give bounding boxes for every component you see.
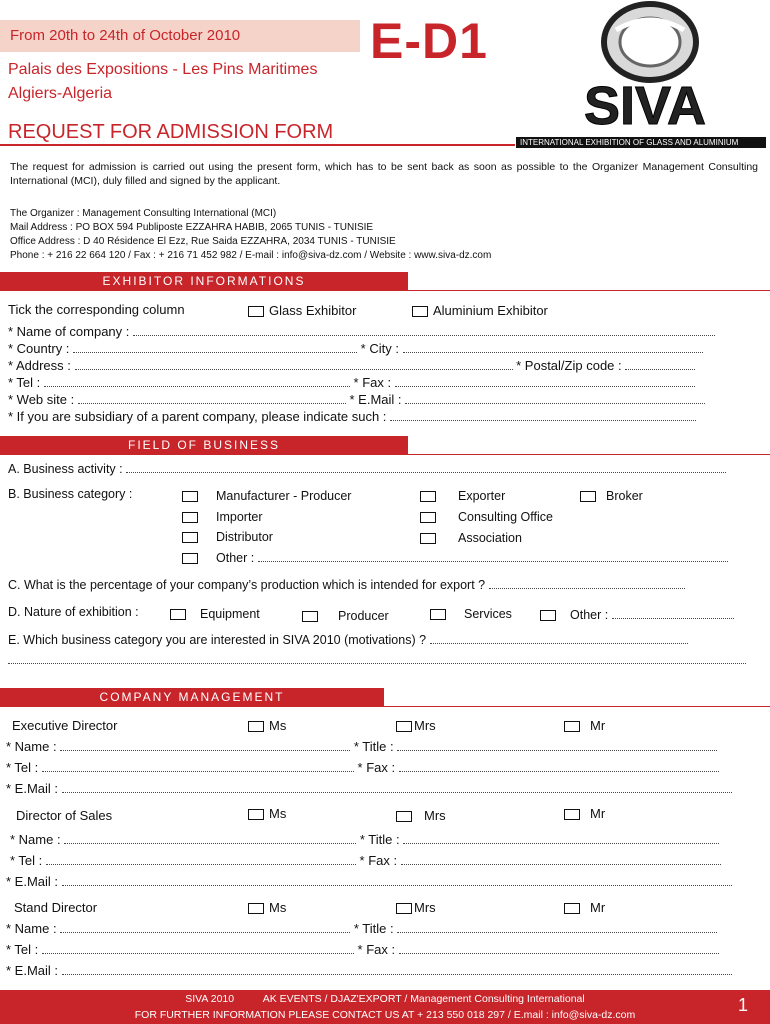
tel-field[interactable]	[46, 854, 356, 865]
manufacturer-option[interactable]	[182, 489, 351, 503]
title-field[interactable]	[397, 740, 717, 751]
export-field[interactable]	[489, 578, 685, 589]
event-dates: From 20th to 24th of October 2010	[0, 20, 360, 52]
executive-heading: Executive Director	[12, 718, 118, 733]
subsidiary-field[interactable]	[390, 410, 696, 421]
sales-mrs[interactable]	[396, 808, 446, 823]
web-field[interactable]	[78, 393, 346, 404]
subsidiary-row	[8, 409, 696, 424]
logo-wordmark: SIVA	[583, 76, 707, 136]
postal-label: * Postal/Zip code :	[516, 358, 622, 373]
venue-line-2: Algiers-Algeria	[8, 85, 113, 102]
fax-field[interactable]	[399, 943, 719, 954]
activity-field[interactable]	[126, 462, 726, 473]
other-field[interactable]	[258, 551, 728, 562]
email-field[interactable]	[62, 782, 732, 793]
sales-name-row	[10, 832, 719, 847]
web-label: * Web site :	[8, 392, 75, 407]
importer-checkbox[interactable]	[182, 512, 198, 523]
producer-option[interactable]	[302, 609, 389, 623]
header-divider	[0, 144, 515, 146]
mrs-label: Mrs	[424, 808, 446, 823]
executive-mrs[interactable]	[396, 718, 436, 733]
ms-checkbox[interactable]	[248, 903, 264, 914]
motivation-question: E. Which business category you are interested in SIVA 2010 (motivations) ?	[8, 633, 427, 647]
title-label: * Title :	[353, 739, 394, 754]
category-label: B. Business category :	[8, 487, 133, 501]
name-field[interactable]	[60, 740, 350, 751]
email-field[interactable]	[62, 964, 732, 975]
executive-ms[interactable]	[248, 718, 286, 733]
motivation-field[interactable]	[430, 633, 688, 644]
equipment-label: Equipment	[200, 607, 260, 621]
mr-label: Mr	[590, 718, 606, 733]
stand-tel-row	[6, 942, 719, 957]
other2-label: Other :	[570, 608, 609, 622]
name-field[interactable]	[64, 833, 356, 844]
motivation-line2	[8, 652, 746, 667]
form-code: E-D1	[370, 13, 488, 69]
services-option[interactable]	[430, 607, 512, 621]
motivation-row	[8, 633, 688, 647]
consulting-label: Consulting Office	[458, 510, 553, 524]
tel-field[interactable]	[42, 943, 354, 954]
ms-label: Ms	[269, 806, 287, 821]
contact-line: Phone : + 216 22 664 120 / Fax : + 216 71 452 982 / E-mail : info@siva-dz.com / Website : www.siva-dz.com	[10, 250, 492, 261]
consulting-option[interactable]	[420, 510, 553, 524]
email-label: * E.Mail :	[6, 781, 59, 796]
mrs-checkbox[interactable]	[396, 811, 412, 822]
broker-option[interactable]	[580, 489, 643, 503]
producer-label: Producer	[338, 609, 389, 623]
distributor-label: Distributor	[216, 530, 273, 544]
consulting-checkbox[interactable]	[420, 512, 436, 523]
executive-email-row	[6, 781, 732, 796]
aluminium-checkbox[interactable]	[412, 306, 428, 317]
aluminium-option[interactable]	[412, 303, 548, 318]
title-field[interactable]	[397, 922, 717, 933]
tel-label: * Tel :	[6, 942, 39, 957]
other2-option[interactable]	[540, 608, 734, 622]
export-question: C. What is the percentage of your company’s production which is intended for export ?	[8, 578, 486, 592]
venue-line-1: Palais des Expositions - Les Pins Maritimes	[8, 61, 318, 78]
tel-field[interactable]	[42, 761, 354, 772]
fax-field[interactable]	[401, 854, 721, 865]
services-checkbox[interactable]	[430, 609, 446, 620]
mr-label: Mr	[590, 900, 606, 915]
company-label: * Name of company :	[8, 324, 130, 339]
country-field[interactable]	[73, 342, 357, 353]
association-checkbox[interactable]	[420, 533, 436, 544]
band-line	[0, 454, 770, 455]
mrs-label: Mrs	[414, 718, 436, 733]
exporter-label: Exporter	[458, 489, 506, 503]
other-label: Other :	[216, 551, 255, 565]
email-field[interactable]	[405, 393, 705, 404]
name-label: * Name :	[6, 739, 57, 754]
distributor-checkbox[interactable]	[182, 532, 198, 543]
organizer-line: The Organizer : Management Consulting International (MCI)	[10, 208, 277, 219]
exporter-option[interactable]	[420, 489, 505, 503]
other-option[interactable]	[182, 551, 728, 565]
association-option[interactable]	[420, 531, 522, 545]
company-field[interactable]	[133, 325, 715, 336]
ms-checkbox[interactable]	[248, 721, 264, 732]
sales-heading: Director of Sales	[16, 808, 113, 823]
office-address: Office Address : D 40 Résidence El Ezz, Rue Saida EZZAHRA, 2034 TUNIS - TUNISIE	[10, 236, 396, 247]
management-band: COMPANY MANAGEMENT	[0, 688, 384, 706]
email-label: * E.Mail :	[349, 392, 402, 407]
tel-row	[8, 375, 695, 390]
glass-option[interactable]	[248, 303, 356, 318]
tel-label: * Tel :	[10, 853, 43, 868]
mr-checkbox[interactable]	[564, 903, 580, 914]
stand-name-row	[6, 921, 717, 936]
services-label: Services	[464, 607, 512, 621]
fax-label: * Fax :	[357, 942, 396, 957]
organizer-block	[10, 207, 491, 263]
other2-checkbox[interactable]	[540, 610, 556, 621]
logo-tagline: INTERNATIONAL EXHIBITION OF GLASS AND ALUMINIUM	[516, 137, 766, 148]
email-field[interactable]	[62, 875, 732, 886]
executive-tel-row	[6, 760, 719, 775]
footer	[0, 990, 770, 1024]
fax-label: * Fax :	[353, 375, 392, 390]
postal-field[interactable]	[625, 359, 695, 370]
mr-label: Mr	[590, 806, 606, 821]
address-row	[8, 358, 695, 373]
tel-label: * Tel :	[6, 760, 39, 775]
importer-option[interactable]	[182, 510, 263, 524]
aluminium-label: Aluminium Exhibitor	[433, 303, 548, 318]
tel-label: * Tel :	[8, 375, 41, 390]
fax-label: * Fax :	[357, 760, 396, 775]
band-line	[0, 290, 770, 291]
tel-field[interactable]	[44, 376, 350, 387]
name-label: * Name :	[10, 832, 61, 847]
intro-paragraph: The request for admission is carried out using the present form, which has to be sent back as soon as possible to the Organizer Management Consulting International (MCI), duly filled and signed by the applicant.	[10, 161, 758, 187]
title-label: * Title :	[353, 921, 394, 936]
activity-label: A. Business activity :	[8, 462, 123, 476]
tick-label: Tick the corresponding column	[8, 302, 185, 317]
form-title: REQUEST FOR ADMISSION FORM	[8, 121, 334, 143]
fax-field[interactable]	[399, 761, 719, 772]
glass-label: Glass Exhibitor	[269, 303, 357, 318]
fax-label: * Fax :	[359, 853, 398, 868]
manufacturer-label: Manufacturer - Producer	[216, 489, 352, 503]
manufacturer-checkbox[interactable]	[182, 491, 198, 502]
name-label: * Name :	[6, 921, 57, 936]
email-label: * E.Mail :	[6, 963, 59, 978]
other2-field[interactable]	[612, 608, 734, 619]
importer-label: Importer	[216, 510, 263, 524]
distributor-option[interactable]	[182, 530, 273, 544]
ms-label: Ms	[269, 718, 287, 733]
glass-checkbox[interactable]	[248, 306, 264, 317]
mail-address: Mail Address : PO BOX 594 Publiposte EZZAHRA HABIB, 2065 TUNIS - TUNISIE	[10, 222, 374, 233]
broker-checkbox[interactable]	[580, 491, 596, 502]
mrs-label: Mrs	[414, 900, 436, 915]
siva-logo	[520, 0, 770, 140]
broker-label: Broker	[606, 489, 643, 503]
mr-checkbox[interactable]	[564, 809, 580, 820]
ms-label: Ms	[269, 900, 287, 915]
nature-label: D. Nature of exhibition :	[8, 605, 139, 619]
stand-email-row	[6, 963, 732, 978]
title-field[interactable]	[403, 833, 719, 844]
other-checkbox[interactable]	[182, 553, 198, 564]
subsidiary-label: * If you are subsidiary of a parent company, please indicate such :	[8, 409, 387, 424]
activity-row	[8, 462, 726, 476]
footer-line-2: FOR FURTHER INFORMATION PLEASE CONTACT US AT + 213 550 018 297 / E.mail : info@siva-dz.com	[134, 1009, 636, 1021]
fax-field[interactable]	[395, 376, 695, 387]
exhibitor-band: EXHIBITOR INFORMATIONS	[0, 272, 408, 290]
equipment-option[interactable]	[170, 607, 260, 621]
mr-checkbox[interactable]	[564, 721, 580, 732]
web-row	[8, 392, 705, 407]
executive-name-row	[6, 739, 717, 754]
equipment-checkbox[interactable]	[170, 609, 186, 620]
export-row	[8, 578, 685, 592]
ms-checkbox[interactable]	[248, 809, 264, 820]
stand-mr[interactable]	[564, 900, 605, 915]
executive-mr[interactable]	[564, 718, 605, 733]
country-label: * Country :	[8, 341, 70, 356]
stand-ms[interactable]	[248, 900, 286, 915]
mrs-checkbox[interactable]	[396, 903, 412, 914]
exporter-checkbox[interactable]	[420, 491, 436, 502]
sales-email-row	[6, 874, 732, 889]
mrs-checkbox[interactable]	[396, 721, 412, 732]
sales-ms[interactable]	[248, 806, 286, 821]
address-field[interactable]	[75, 359, 513, 370]
sales-mr[interactable]	[564, 806, 605, 821]
country-row	[8, 341, 703, 356]
association-label: Association	[458, 531, 522, 545]
venue	[8, 58, 317, 106]
producer-checkbox[interactable]	[302, 611, 318, 622]
sales-tel-row	[10, 853, 721, 868]
city-label: * City :	[360, 341, 399, 356]
business-band: FIELD OF BUSINESS	[0, 436, 408, 454]
address-label: * Address :	[8, 358, 71, 373]
page-number: 1	[737, 995, 748, 1015]
stand-heading: Stand Director	[14, 900, 98, 915]
motivation-field-2[interactable]	[8, 653, 746, 664]
city-field[interactable]	[403, 342, 703, 353]
name-field[interactable]	[60, 922, 350, 933]
stand-mrs[interactable]	[396, 900, 436, 915]
title-label: * Title :	[359, 832, 400, 847]
email-label: * E.Mail :	[6, 874, 59, 889]
footer-line-1: SIVA 2010 AK EVENTS / DJAZ'EXPORT / Management Consulting International	[185, 993, 585, 1005]
band-line	[0, 706, 770, 707]
company-row	[8, 324, 715, 339]
